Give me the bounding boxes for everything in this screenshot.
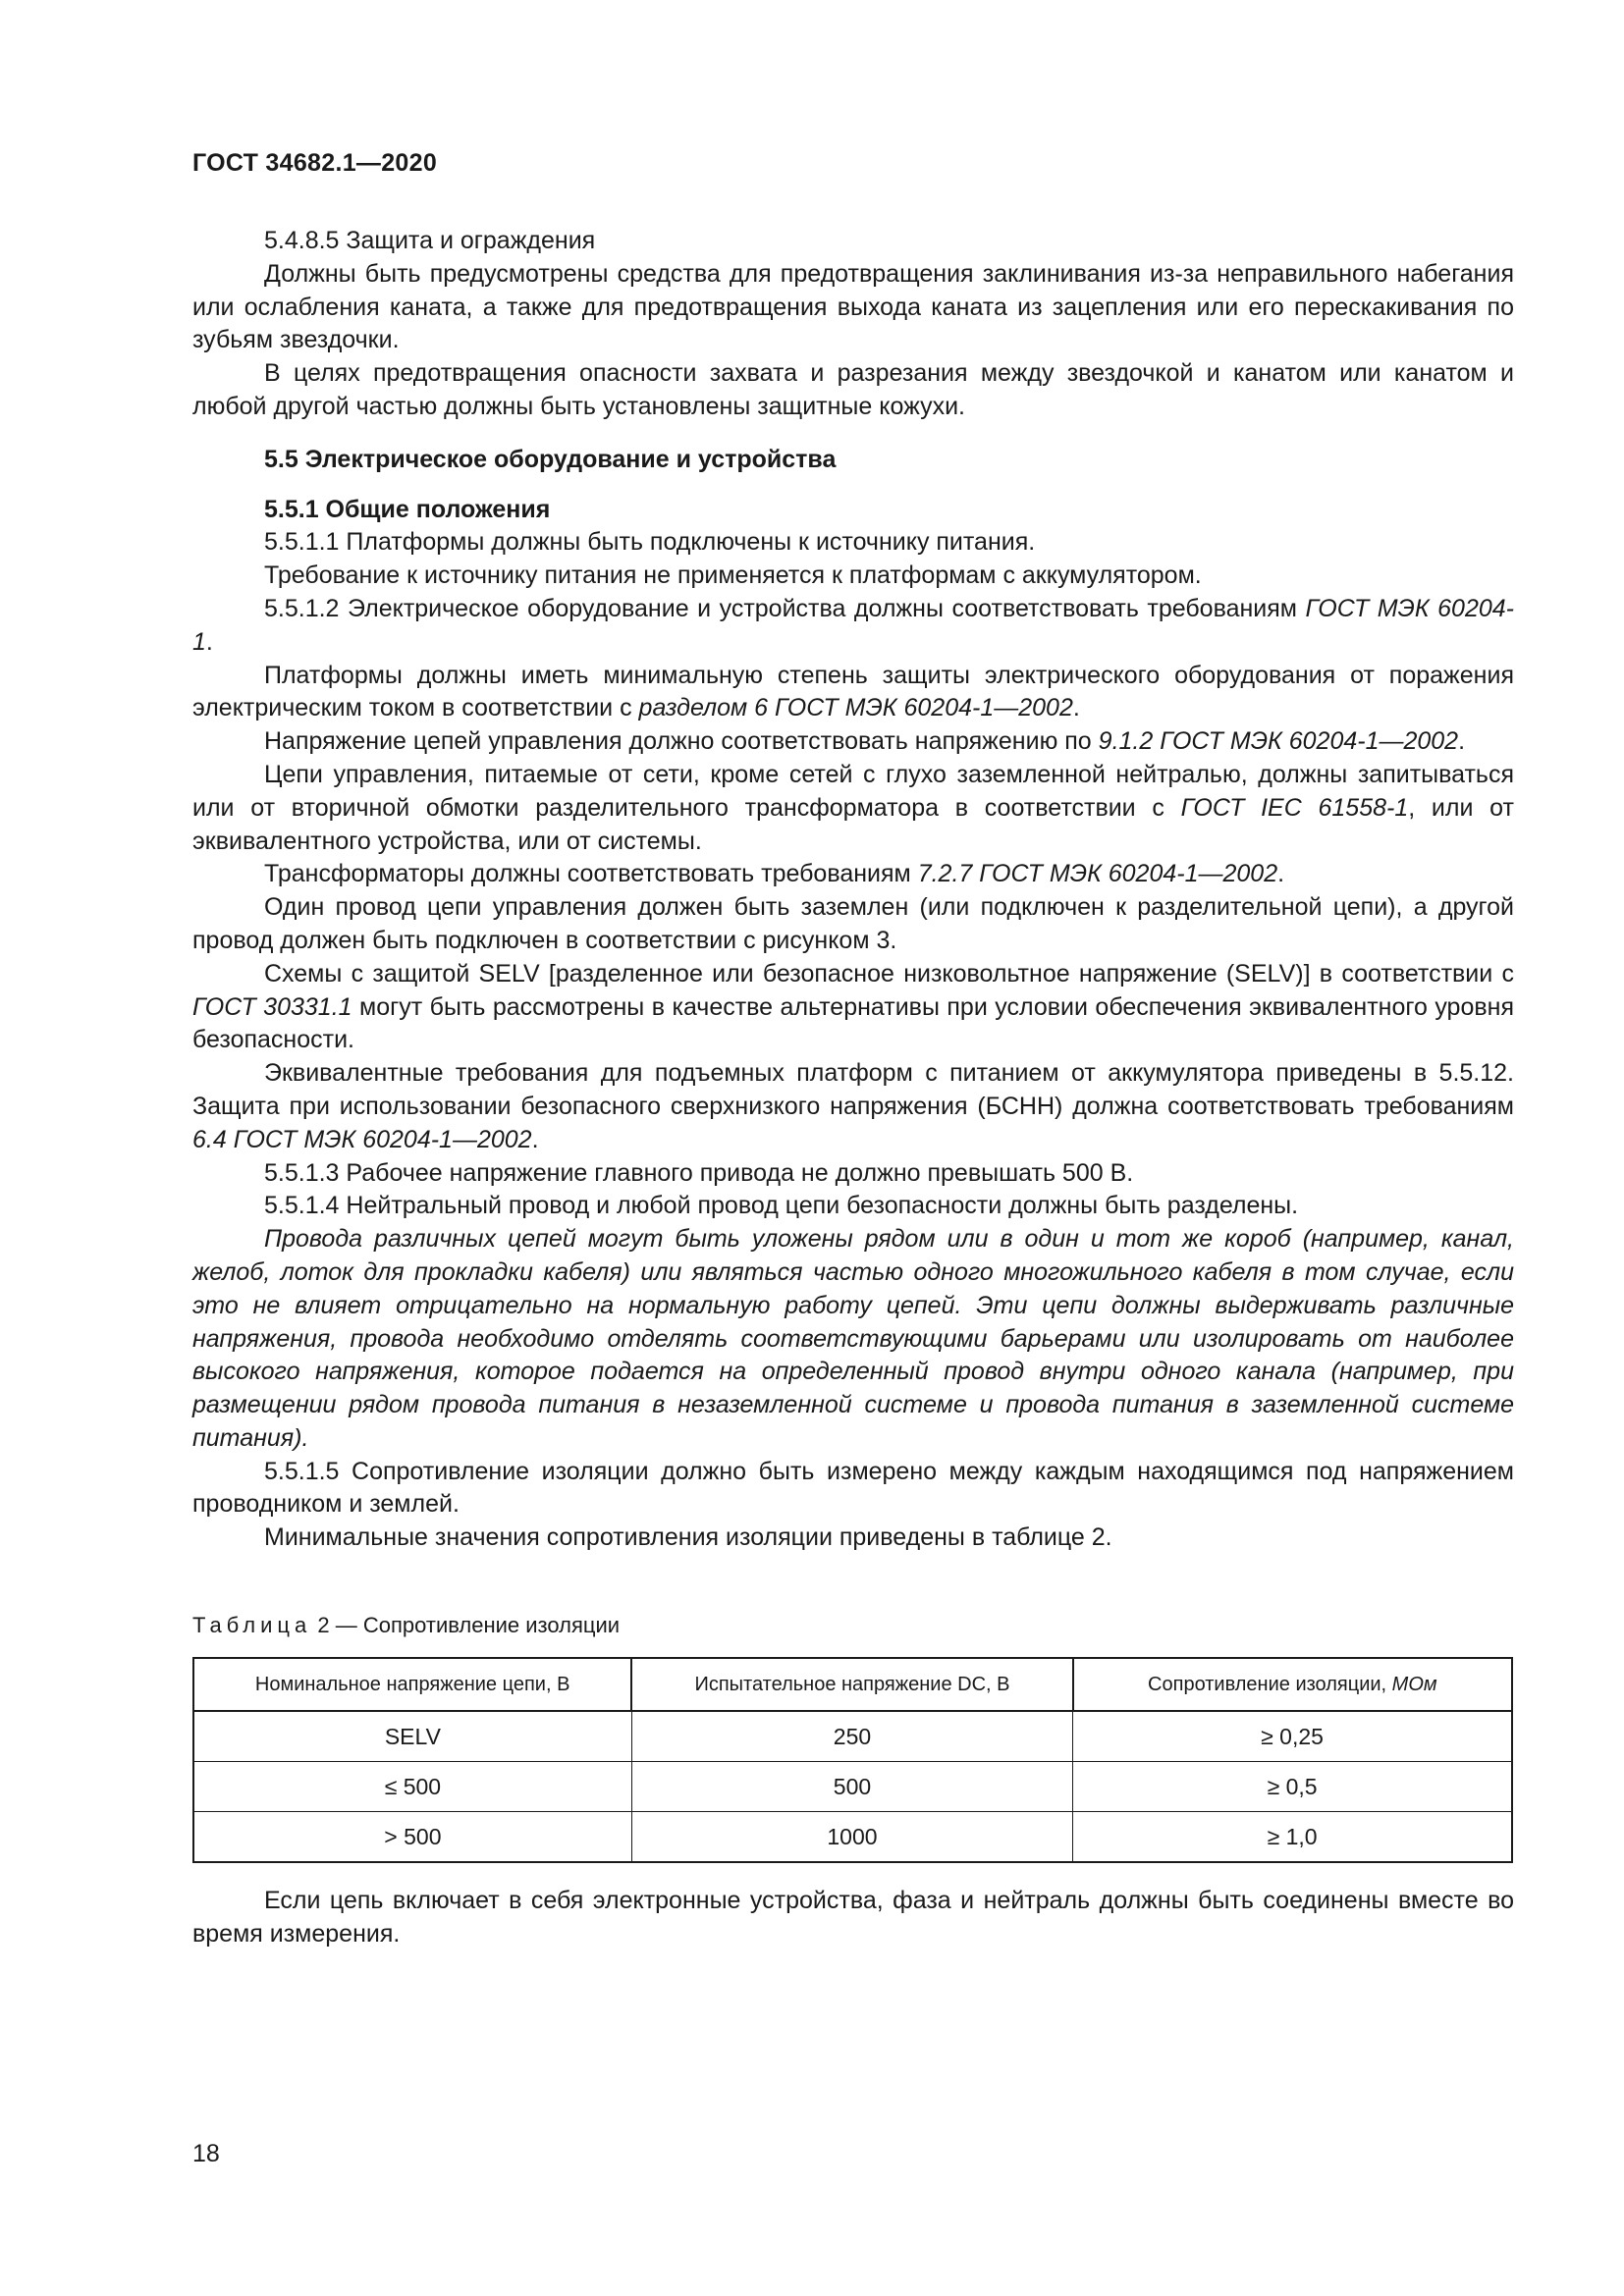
text-run: . — [1277, 860, 1285, 888]
paragraph — [192, 593, 1514, 660]
paragraph — [192, 858, 1514, 891]
text-run: Напряжение цепей управления должно соответствовать напряжению по — [264, 727, 1099, 756]
paragraph: 5.5.1.3 Рабочее напряжение главного привода не должно превышать 500 В. — [264, 1158, 1134, 1187]
document-body — [192, 225, 1514, 1555]
paragraph — [192, 958, 1514, 1057]
section-heading: 5.5 Электрическое оборудование и устройства — [264, 445, 837, 473]
paragraph: Требование к источнику питания не применяется к платформам с аккумулятором. — [264, 561, 1202, 590]
table-cell: 1000 — [631, 1812, 1072, 1863]
paragraph: Минимальные значения сопротивления изоляции приведены в таблице 2. — [264, 1523, 1112, 1552]
unit-label: МОм — [1391, 1673, 1437, 1695]
table-row — [193, 1762, 1512, 1812]
table-cell: SELV — [193, 1711, 631, 1762]
paragraph: 5.5.1.4 Нейтральный провод и любой провод цепи безопасности должны быть разделены. — [264, 1192, 1299, 1220]
paragraph: 5.5.1.1 Платформы должны быть подключены к источнику питания. — [264, 528, 1036, 557]
italic-paragraph: Провода различных цепей могут быть уложены рядом или в один и тот же короб (например, канал, желоб, лоток для прокладки кабеля) или являться частью одного многожильного кабеля в том случае, если это не влияет отрицательно на нормальную работу цепей. Эти цепи должны выдерживать различные напряжения, провода необходимо отделять соответствующими барьерами или изолировать от наиболее высокого напряжения, которое подается на определенный провод внутри одного канала (например, при размещении рядом провода питания в незаземленной системе и провода питания в заземленной системе питания). — [192, 1225, 1514, 1452]
paragraph — [192, 725, 1514, 759]
header-text: Сопротивление изоляции, — [1148, 1673, 1392, 1695]
table-cell: > 500 — [193, 1812, 631, 1863]
text-run: . — [205, 627, 213, 656]
subsection-heading: 5.5.1 Общие положения — [264, 495, 551, 523]
paragraph: Один провод цепи управления должен быть заземлен (или подключен к разделительной цепи), а другой провод должен быть подключен в соответствии с рисунком 3. — [192, 893, 1514, 954]
paragraph: Должны быть предусмотрены средства для предотвращения заклинивания из-за неправильного набегания или ослабления каната, а также для предотвращения выхода каната из зацепления или его перескакивания по зубьям звездочки. — [192, 259, 1514, 354]
text-run: , или от эквивалентного устройства, или от системы. — [192, 793, 1514, 855]
paragraph: 5.4.8.5 Защита и ограждения — [264, 227, 596, 254]
paragraph: В целях предотвращения опасности захвата и разрезания между звездочкой и канатом или канатом и любой другой частью должны быть установлены защитные кожухи. — [192, 359, 1514, 420]
text-run: могут быть рассмотрены в качестве альтернативы при условии обеспечения эквивалентного уровня безопасности. — [192, 992, 1514, 1054]
paragraph — [192, 759, 1514, 858]
insulation-resistance-table — [192, 1657, 1513, 1863]
table-cell: 500 — [631, 1762, 1072, 1812]
table-caption — [192, 1613, 620, 1638]
after-table-text — [192, 1885, 1514, 1951]
paragraph — [192, 1057, 1514, 1156]
standard-reference: разделом 6 ГОСТ МЭК 60204-1—2002 — [638, 694, 1073, 722]
text-run: . — [531, 1125, 539, 1153]
text-run: Трансформаторы должны соответствовать требованиям — [264, 860, 918, 888]
standard-reference: ГОСТ 30331.1 — [192, 992, 352, 1021]
table-row — [193, 1812, 1512, 1863]
column-header: Испытательное напряжение DC, В — [631, 1658, 1072, 1711]
table-header-row — [193, 1658, 1512, 1711]
paragraph: Если цепь включает в себя электронные устройства, фаза и нейтраль должны быть соединены вместе во время измерения. — [192, 1887, 1514, 1948]
standard-reference: 7.2.7 ГОСТ МЭК 60204-1—2002 — [917, 860, 1278, 888]
text-run: Эквивалентные требования для подъемных платформ с питанием от аккумулятора приведены в 5.5.12. Защита при использовании безопасного сверхнизкого напряжения (БСНН) должна соответствовать требованиям — [192, 1059, 1514, 1120]
table-cell: ≥ 1,0 — [1073, 1812, 1512, 1863]
standard-reference: ГОСТ МЭК 60204-1 — [192, 594, 1514, 656]
paragraph: 5.5.1.5 Сопротивление изоляции должно быть измерено между каждым находящимся под напряжением проводником и землей. — [192, 1457, 1514, 1519]
text-run: . — [1072, 694, 1080, 722]
table-cell: ≤ 500 — [193, 1762, 631, 1812]
table-caption-label: Таблица — [192, 1613, 312, 1637]
table-cell: ≥ 0,25 — [1073, 1711, 1512, 1762]
table-cell: ≥ 0,5 — [1073, 1762, 1512, 1812]
text-run: Платформы должны иметь минимальную степень защиты электрического оборудования от поражения электрическим током в соответствии с — [192, 661, 1514, 722]
document-header: ГОСТ 34682.1—2020 — [192, 149, 438, 177]
table-cell: 250 — [631, 1711, 1072, 1762]
page-number: 18 — [192, 2140, 220, 2167]
standard-reference: 6.4 ГОСТ МЭК 60204-1—2002 — [192, 1125, 532, 1153]
column-header: Номинальное напряжение цепи, В — [193, 1658, 631, 1711]
paragraph — [192, 660, 1514, 726]
text-run: 5.5.1.2 Электрическое оборудование и устройства должны соответствовать требованиям — [264, 594, 1306, 622]
table-caption-title: 2 — Сопротивление изоляции — [311, 1613, 621, 1637]
standard-reference: 9.1.2 ГОСТ МЭК 60204-1—2002 — [1098, 727, 1459, 756]
text-run: Схемы с защитой SELV [разделенное или безопасное низковольтное напряжение (SELV)] в соответствии с — [264, 959, 1514, 988]
column-header — [1073, 1658, 1512, 1711]
standard-reference: ГОСТ IEC 61558-1 — [1180, 793, 1409, 822]
text-run: . — [1458, 727, 1466, 756]
table-row — [193, 1711, 1512, 1762]
text-run: Цепи управления, питаемые от сети, кроме сетей с глухо заземленной нейтралью, должны запитываться или от вторичной обмотки разделительного трансформатора в соответствии с — [192, 760, 1514, 822]
